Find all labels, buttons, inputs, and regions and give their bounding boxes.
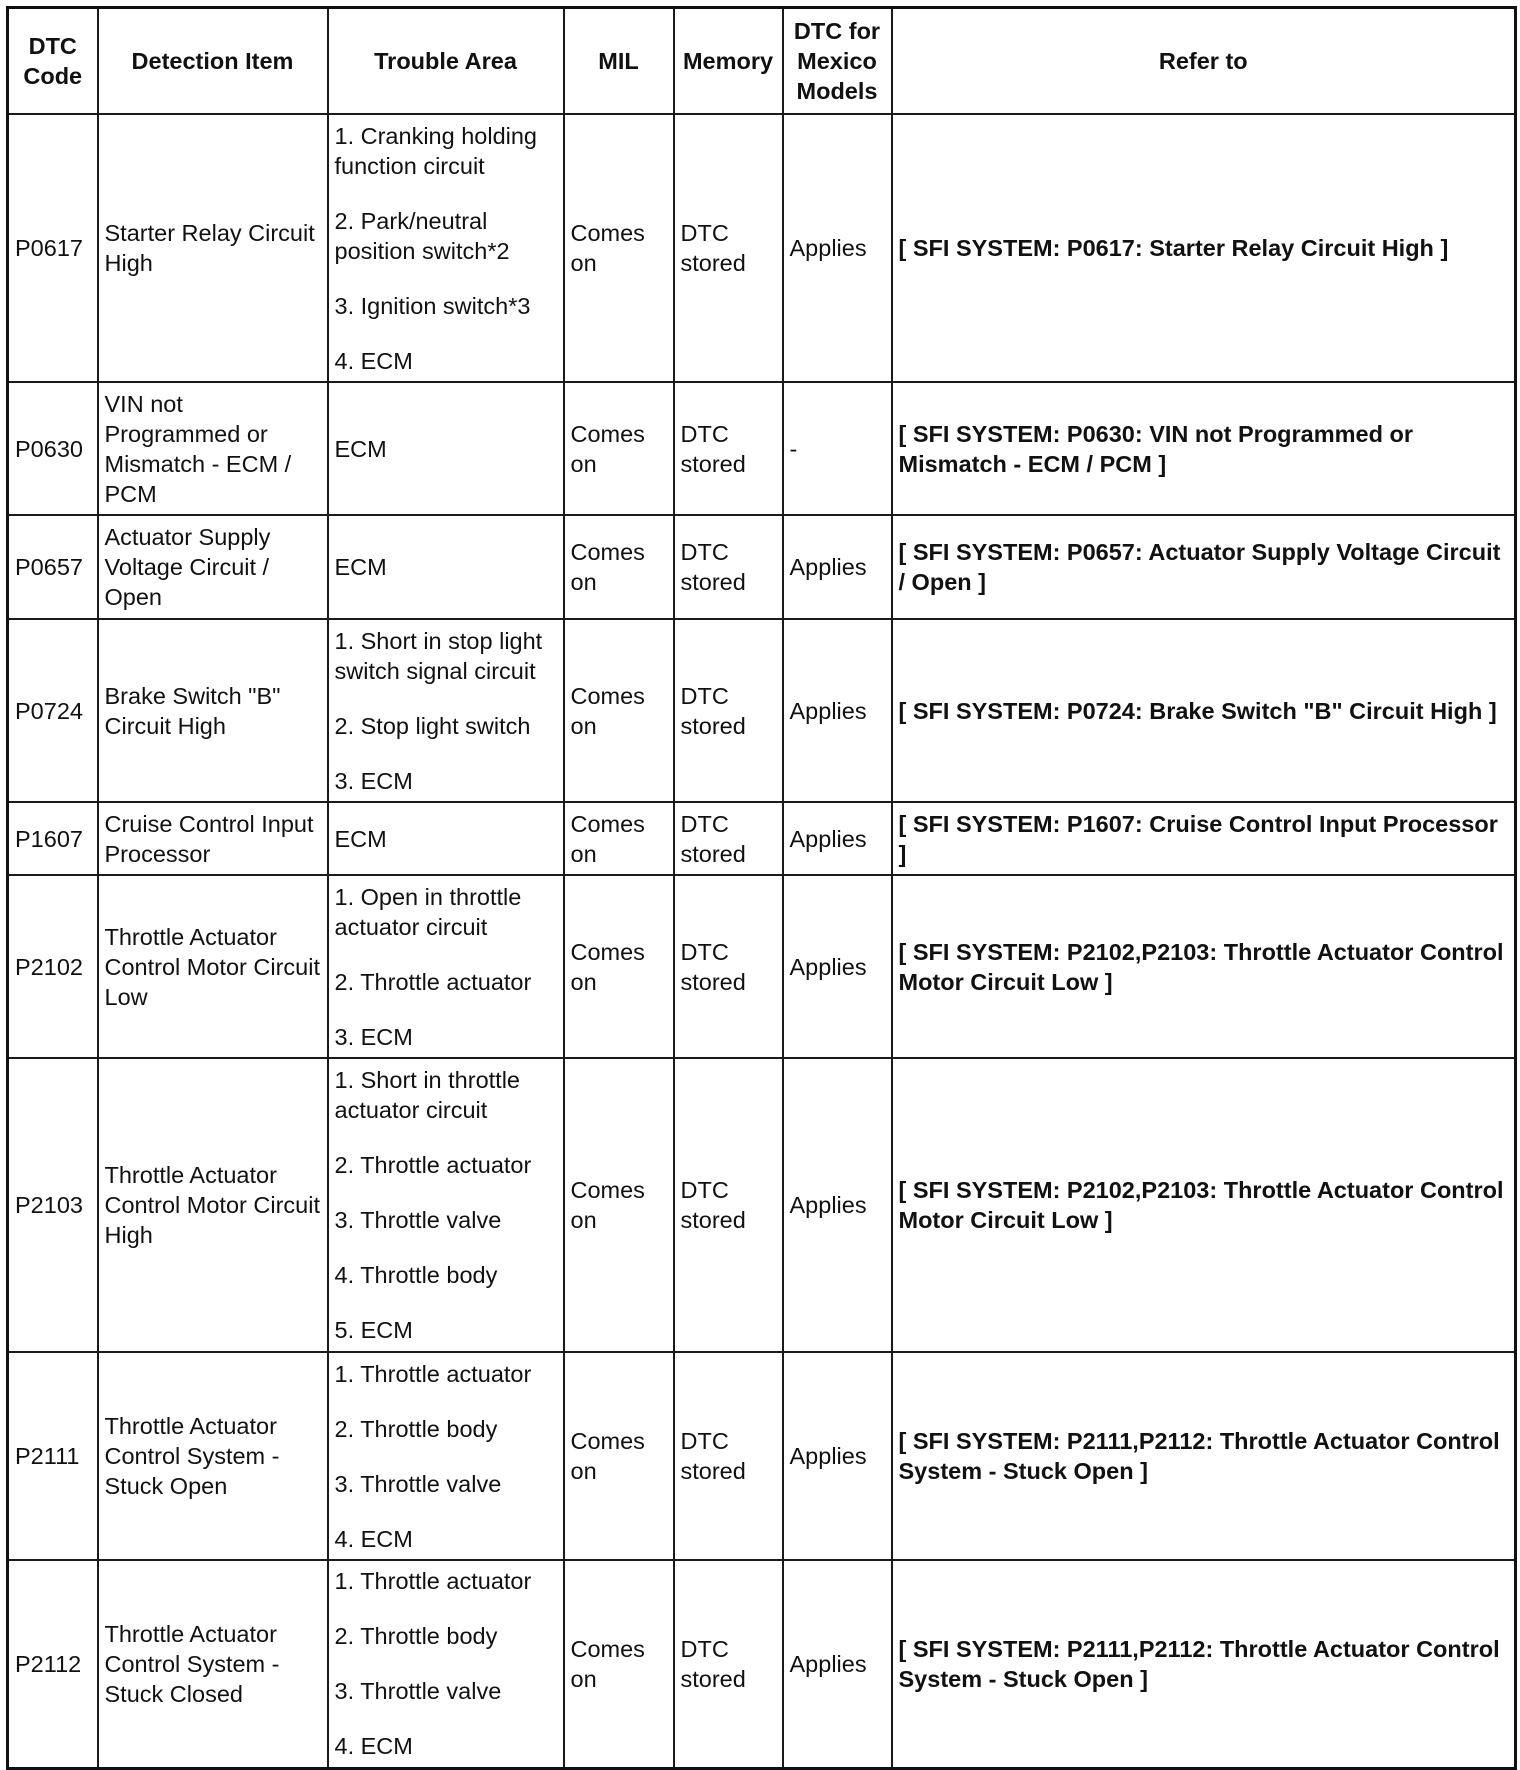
header-mexico-models: DTC for Mexico Models: [783, 8, 892, 115]
dtc-code: P2112: [8, 1560, 98, 1768]
mexico-applicability: Applies: [783, 1058, 892, 1352]
trouble-list: [335, 121, 557, 376]
detection-item: Throttle Actuator Control System - Stuck Open: [98, 1352, 328, 1560]
detection-item: Cruise Control Input Processor: [98, 802, 328, 875]
trouble-list: [335, 1566, 557, 1761]
trouble-list: [335, 552, 557, 582]
trouble-area: [328, 1058, 564, 1352]
trouble-list: [335, 1359, 557, 1554]
trouble-item: 3. Throttle valve: [334, 1207, 502, 1233]
trouble-list: [335, 626, 557, 796]
trouble-item: 2. Throttle actuator: [334, 1152, 532, 1178]
refer-link[interactable]: [ SFI SYSTEM: P2102,P2103: Throttle Actuator Control Motor Circuit Low ]: [892, 875, 1516, 1058]
dtc-code: P0630: [8, 382, 98, 515]
dtc-code: P2102: [8, 875, 98, 1058]
dtc-code: P1607: [8, 802, 98, 875]
trouble-list: [335, 434, 557, 464]
table-row: [8, 802, 1516, 875]
trouble-item: 3. Ignition switch*3: [334, 292, 531, 319]
memory-status: DTC stored: [674, 114, 783, 382]
trouble-item: 2. Throttle body: [334, 1623, 498, 1650]
memory-status: DTC stored: [674, 1560, 783, 1768]
trouble-item: 4. Throttle body: [334, 1262, 498, 1288]
refer-link[interactable]: [ SFI SYSTEM: P1607: Cruise Control Input Processor ]: [892, 802, 1516, 875]
header-mil: MIL: [564, 8, 674, 115]
mil-status: Comes on: [564, 1560, 674, 1768]
mil-status: Comes on: [564, 515, 674, 619]
memory-status: DTC stored: [674, 1352, 783, 1560]
detection-item: Throttle Actuator Control Motor Circuit High: [98, 1058, 328, 1352]
detection-item: Brake Switch "B" Circuit High: [98, 619, 328, 802]
trouble-area: [328, 515, 564, 619]
header-row: [8, 8, 1516, 115]
detection-item: VIN not Programmed or Mismatch - ECM / PCM: [98, 382, 328, 515]
mexico-applicability: -: [783, 382, 892, 515]
trouble-item: ECM: [334, 435, 387, 462]
trouble-item: 3. ECM: [334, 767, 413, 794]
header-dtc-code: DTC Code: [8, 8, 98, 115]
mil-status: Comes on: [564, 382, 674, 515]
detection-item: Actuator Supply Voltage Circuit / Open: [98, 515, 328, 619]
detection-item: Throttle Actuator Control Motor Circuit Low: [98, 875, 328, 1058]
memory-status: DTC stored: [674, 802, 783, 875]
detection-item: Throttle Actuator Control System - Stuck Closed: [98, 1560, 328, 1768]
trouble-area: [328, 619, 564, 802]
table-row: [8, 1352, 1516, 1560]
detection-item: Starter Relay Circuit High: [98, 114, 328, 382]
trouble-list: [335, 882, 557, 1052]
dtc-code: P0617: [8, 114, 98, 382]
mexico-applicability: Applies: [783, 1352, 892, 1560]
trouble-item: 2. Throttle body: [334, 1415, 498, 1442]
memory-status: DTC stored: [674, 382, 783, 515]
table-row: [8, 875, 1516, 1058]
mexico-applicability: Applies: [783, 114, 892, 382]
trouble-item: 1. Open in throttle actuator circuit: [334, 883, 522, 940]
dtc-table: [6, 6, 1517, 1770]
dtc-code: P0724: [8, 619, 98, 802]
trouble-item: 2. Stop light switch: [334, 712, 531, 739]
trouble-area: [328, 802, 564, 875]
trouble-item: 4. ECM: [334, 347, 413, 374]
trouble-item: 4. ECM: [334, 1525, 413, 1552]
table-body: [8, 114, 1516, 1768]
table-row: [8, 1560, 1516, 1768]
trouble-item: 2. Throttle actuator: [334, 968, 532, 995]
mil-status: Comes on: [564, 619, 674, 802]
mexico-applicability: Applies: [783, 1560, 892, 1768]
mexico-applicability: Applies: [783, 802, 892, 875]
memory-status: DTC stored: [674, 619, 783, 802]
trouble-area: [328, 1352, 564, 1560]
mexico-applicability: Applies: [783, 875, 892, 1058]
refer-link[interactable]: [ SFI SYSTEM: P2111,P2112: Throttle Actuator Control System - Stuck Open ]: [892, 1560, 1516, 1768]
header-trouble-area: Trouble Area: [328, 8, 564, 115]
mil-status: Comes on: [564, 114, 674, 382]
refer-link[interactable]: [ SFI SYSTEM: P0724: Brake Switch "B" Circuit High ]: [892, 619, 1516, 802]
table-header: [8, 8, 1516, 115]
trouble-item: 3. ECM: [334, 1023, 413, 1050]
trouble-item: 1. Throttle actuator: [334, 1568, 532, 1595]
mil-status: Comes on: [564, 1352, 674, 1560]
table-row: [8, 619, 1516, 802]
table-row: [8, 515, 1516, 619]
refer-link[interactable]: [ SFI SYSTEM: P2111,P2112: Throttle Actuator Control System - Stuck Open ]: [892, 1352, 1516, 1560]
table-row: [8, 1058, 1516, 1352]
trouble-item: 1. Short in throttle actuator circuit: [334, 1067, 520, 1123]
table-row: [8, 114, 1516, 382]
header-refer-to: Refer to: [892, 8, 1516, 115]
mexico-applicability: Applies: [783, 515, 892, 619]
trouble-item: 2. Park/neutral position switch*2: [334, 207, 510, 264]
dtc-code: P0657: [8, 515, 98, 619]
trouble-area: [328, 1560, 564, 1768]
trouble-item: 1. Short in stop light switch signal circuit: [334, 627, 543, 684]
trouble-area: [328, 382, 564, 515]
refer-link[interactable]: [ SFI SYSTEM: P0657: Actuator Supply Voltage Circuit / Open ]: [892, 515, 1516, 619]
trouble-area: [328, 875, 564, 1058]
dtc-code: P2111: [8, 1352, 98, 1560]
memory-status: DTC stored: [674, 515, 783, 619]
refer-link[interactable]: [ SFI SYSTEM: P0630: VIN not Programmed or Mismatch - ECM / PCM ]: [892, 382, 1516, 515]
trouble-item: 3. Throttle valve: [334, 1678, 502, 1705]
trouble-item: 1. Cranking holding function circuit: [334, 122, 537, 179]
trouble-item: 3. Throttle valve: [334, 1470, 502, 1497]
trouble-item: ECM: [334, 825, 387, 852]
header-memory: Memory: [674, 8, 783, 115]
table-row: [8, 382, 1516, 515]
trouble-list: [335, 1065, 557, 1345]
trouble-item: 4. ECM: [334, 1733, 413, 1760]
mexico-applicability: Applies: [783, 619, 892, 802]
memory-status: DTC stored: [674, 875, 783, 1058]
mil-status: Comes on: [564, 875, 674, 1058]
refer-link[interactable]: [ SFI SYSTEM: P2102,P2103: Throttle Actuator Control Motor Circuit Low ]: [892, 1058, 1516, 1352]
trouble-item: 5. ECM: [334, 1317, 413, 1343]
dtc-code: P2103: [8, 1058, 98, 1352]
mil-status: Comes on: [564, 802, 674, 875]
trouble-area: [328, 114, 564, 382]
dtc-table-container: [6, 6, 1517, 1770]
trouble-list: [335, 824, 557, 854]
memory-status: DTC stored: [674, 1058, 783, 1352]
header-detection-item: Detection Item: [98, 8, 328, 115]
trouble-item: 1. Throttle actuator: [334, 1360, 532, 1387]
mil-status: Comes on: [564, 1058, 674, 1352]
trouble-item: ECM: [334, 554, 387, 580]
refer-link[interactable]: [ SFI SYSTEM: P0617: Starter Relay Circuit High ]: [892, 114, 1516, 382]
